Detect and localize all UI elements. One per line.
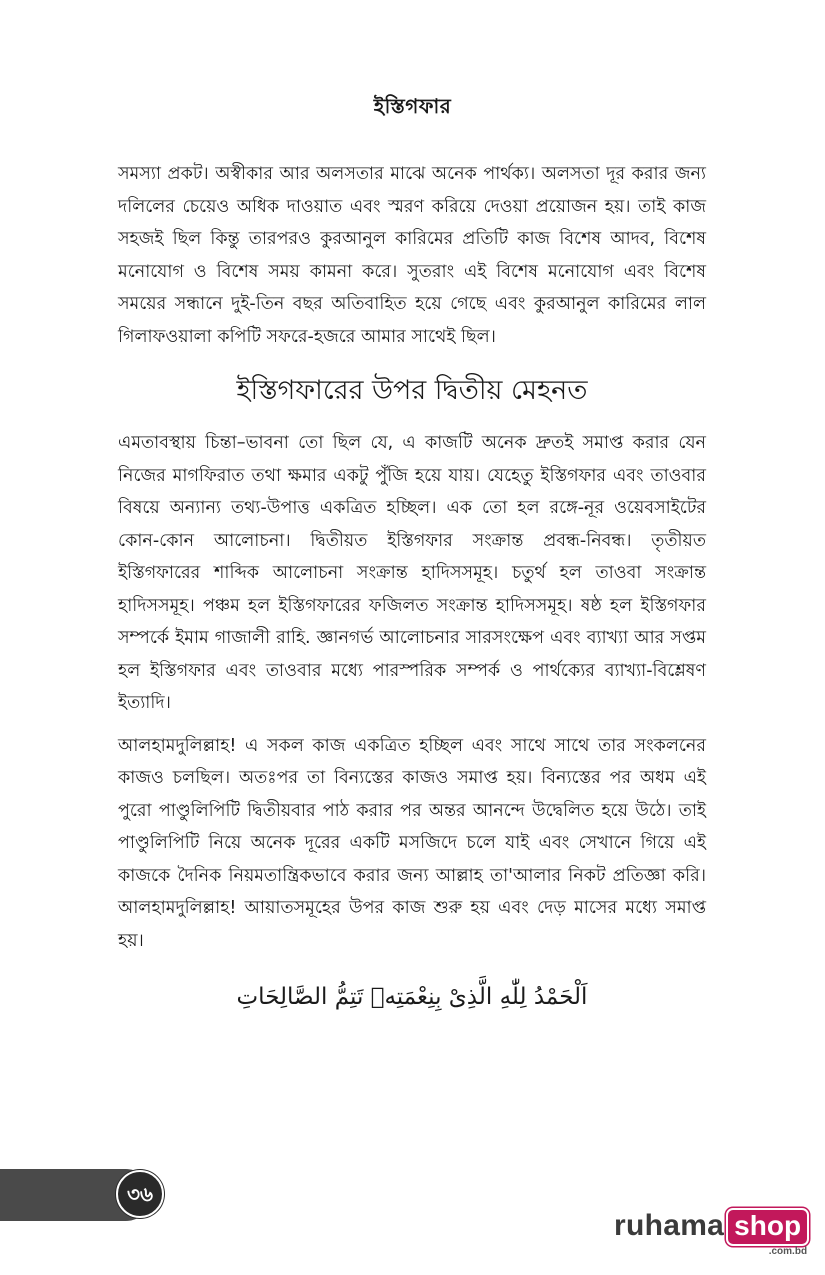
page-number: ৩৬ — [116, 1170, 164, 1218]
arabic-dua: اَلْحَمْدُ لِلّٰهِ الَّذِىْ بِنِعْمَتِهٖ تَتِمُّ الصَّالِحَاتِ — [236, 984, 588, 1010]
brand-box — [726, 1208, 809, 1257]
brand-logo — [614, 1208, 809, 1257]
running-header: ইস্তিগফার — [373, 94, 452, 118]
body-paragraph-2: এমতাবস্থায় চিন্তা–ভাবনা তো ছিল যে, এ কাজটি অনেক দ্রুতই সমাপ্ত করার যেন নিজের মাগফিরাত তথা ক্ষমার একটু পুঁজি হয়ে যায়। যেহেতু ইস্তিগফার এবং তাওবার বিষয়ে অন্যান্য তথ্য-উপাত্ত একত্রিত হচ্ছিল। এক তো হল রঙ্গে-নূর ওয়েবসাইটের কোন-কোন আলোচনা। দ্বিতীয়ত ইস্তিগফার সংক্রান্ত প্রবন্ধ-নিবন্ধ। তৃতীয়ত ইস্তিগফারের শাব্দিক আলোচনা সংক্রান্ত হাদিসসমূহ। চতুর্থ হল তাওবা সংক্রান্ত হাদিসসমূহ। পঞ্চম হল ইস্তিগফারের ফজিলত সংক্রান্ত হাদিসসমূহ। ষষ্ঠ হল ইস্তিগফার সম্পর্কে ইমাম গাজালী রাহি. জ্ঞানগর্ভ আলোচনার সারসংক্ষেপ এবং ব্যাখ্যা আর সপ্তম হল ইস্তিগফার এবং তাওবার মধ্যে পারস্পরিক সম্পর্ক ও পার্থক্যের ব্যাখ্যা-বিশ্লেষণ ইত্যাদি। — [118, 433, 706, 713]
brand-box-text: shop — [734, 1210, 802, 1241]
body-paragraph-1: সমস্যা প্রকট। অস্বীকার আর অলসতার মাঝে অনেক পার্থক্য। অলসতা দূর করার জন্য দলিলের চেয়েও অধিক দাওয়াত এবং স্মরণ করিয়ে দেওয়া প্রয়োজন হয়। তাই কাজ সহজই ছিল কিন্তু তারপরও কুরআনুল কারিমের প্রতিটি কাজ বিশেষ আদব, বিশেষ মনোযোগ ও বিশেষ সময় কামনা করে। সুতরাং এই বিশেষ মনোযোগ এবং বিশেষ সময়ের সন্ধানে দুই-তিন বছর অতিবাহিত হয়ে গেছে এবং কুরআনুল কারিমের লাল গিলাফওয়ালা কপিটি সফরে-হজরে আমার সাথেই ছিল। — [118, 164, 706, 347]
section-heading: ইস্তিগফারের উপর দ্বিতীয় মেহনত — [236, 375, 588, 406]
page-content — [118, 158, 706, 1017]
brand-word: ruhama — [614, 1209, 725, 1242]
body-paragraph-3: আলহামদুলিল্লাহ! এ সকল কাজ একত্রিত হচ্ছিল এবং সাথে সাথে তার সংকলনের কাজও চলছিল। অতঃপর তা বিন্যস্তের কাজও সমাপ্ত হয়। বিন্যস্তের পর অধম এই পুরো পাণ্ডুলিপিটি দ্বিতীয়বার পাঠ করার পর অন্তর আনন্দে উদ্বেলিত হয়ে উঠে। তাই পাণ্ডুলিপিটি নিয়ে অনেক দূরের একটি মসজিদে চলে যাই এবং সেখানে গিয়ে এই কাজকে দৈনিক নিয়মতান্ত্রিকভাবে করার জন্য আল্লাহ তা'আলার নিকট প্রতিজ্ঞা করি। আলহামদুলিল্লাহ! আয়াতসমূহের উপর কাজ শুরু হয় এবং দেড় মাসের মধ্যে সমাপ্ত হয়। — [118, 735, 706, 951]
brand-tld: .com.bd — [768, 1246, 808, 1257]
